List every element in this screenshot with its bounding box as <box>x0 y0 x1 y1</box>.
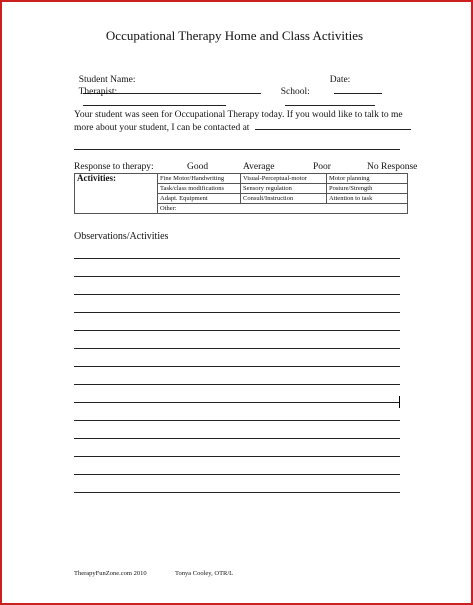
school-row <box>276 77 375 109</box>
activities-header: Activities: <box>75 174 158 214</box>
observation-line[interactable] <box>74 456 400 457</box>
observation-line[interactable] <box>74 402 400 403</box>
school-label: School: <box>280 87 310 97</box>
paragraph-line-1: Your student was seen for Occupational Therapy today. If you would like to talk to me <box>74 110 403 120</box>
observation-line[interactable] <box>74 420 400 421</box>
observation-line[interactable] <box>74 312 400 313</box>
response-no-response[interactable]: No Response <box>367 162 418 172</box>
activity-cell[interactable]: Adapt. Equipment <box>158 194 241 204</box>
activity-cell[interactable]: Task/class modifications <box>158 184 241 194</box>
activity-cell[interactable]: Motor planning <box>327 174 408 184</box>
observation-line[interactable] <box>74 474 400 475</box>
therapist-row <box>74 77 226 109</box>
therapist-field[interactable] <box>83 97 226 106</box>
observation-line[interactable] <box>74 366 400 367</box>
therapist-label: Therapist: <box>78 87 118 97</box>
contact-extra-line[interactable] <box>74 149 400 150</box>
form-title: Occupational Therapy Home and Class Activities <box>105 28 364 43</box>
activities-table <box>74 173 408 214</box>
response-good[interactable]: Good <box>187 162 209 172</box>
paragraph-line-2-text: more about your student, I can be contacted at <box>74 123 250 133</box>
response-label: Response to therapy: <box>74 162 154 172</box>
observation-line[interactable] <box>74 294 400 295</box>
observation-line[interactable] <box>74 258 400 259</box>
contact-paragraph <box>74 109 414 134</box>
observation-line[interactable] <box>74 492 400 493</box>
activity-cell[interactable]: Visual-Perceptual-motor <box>241 174 327 184</box>
observation-line[interactable] <box>74 384 400 385</box>
footer-site: TherapyFunZone.com 2010 <box>74 570 147 577</box>
footer-author: Tonya Cooley, OTR/L <box>175 570 234 577</box>
school-field[interactable] <box>285 97 375 106</box>
observation-line[interactable] <box>74 330 400 331</box>
activity-cell[interactable]: Consult/Instruction <box>241 194 327 204</box>
activity-cell[interactable]: Attention to task <box>327 194 408 204</box>
date-label: Date: <box>329 75 351 85</box>
contact-field[interactable] <box>255 121 411 130</box>
observations-heading: Observations/Activities <box>74 231 169 242</box>
activity-other-cell[interactable]: Other: <box>158 204 408 214</box>
observation-line[interactable] <box>74 438 400 439</box>
paragraph-line-2 <box>74 121 414 134</box>
student-name-label: Student Name: <box>78 75 136 85</box>
observation-line[interactable] <box>74 348 400 349</box>
response-poor[interactable]: Poor <box>313 162 331 172</box>
text-cursor <box>399 396 400 408</box>
response-average[interactable]: Average <box>243 162 275 172</box>
activity-cell[interactable]: Fine Motor/Handwriting <box>158 174 241 184</box>
observation-line[interactable] <box>74 276 400 277</box>
activity-cell[interactable]: Posture/Strength <box>327 184 408 194</box>
activity-cell[interactable]: Sensory regulation <box>241 184 327 194</box>
table-row <box>75 174 408 184</box>
